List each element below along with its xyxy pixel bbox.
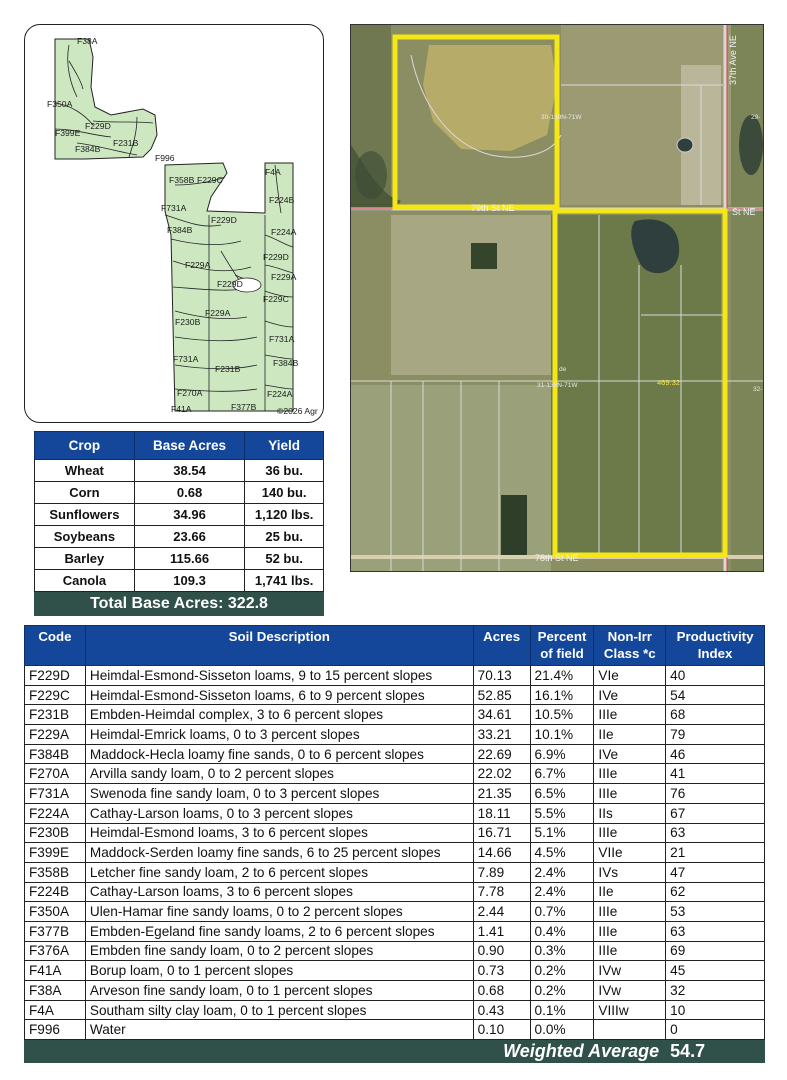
soil-map-label: F229C [197, 175, 223, 185]
class-cell: VIIIw [594, 1000, 666, 1020]
description-cell: Cathay-Larson loams, 0 to 3 percent slopes [85, 803, 473, 823]
percent-cell: 5.1% [530, 823, 594, 843]
aerial-road-mid: St NE [732, 207, 756, 217]
class-cell: IIIe [594, 921, 666, 941]
percent-cell: 0.1% [530, 1000, 594, 1020]
acres-cell: 18.11 [473, 803, 530, 823]
crop-cell: Barley [35, 548, 135, 570]
code-cell: F270A [25, 764, 86, 784]
soil-table-header [25, 626, 765, 666]
productivity-cell: 62 [666, 882, 765, 902]
soil-map-label: F231B [215, 364, 241, 374]
acres-cell: 7.89 [473, 862, 530, 882]
acres-cell: 14.66 [473, 843, 530, 863]
description-cell: Southam silty clay loam, 0 to 1 percent slopes [85, 1000, 473, 1020]
aerial-section-right-bottom: 32- [753, 386, 763, 393]
code-cell: F229A [25, 725, 86, 745]
weighted-average-label: Weighted Average [25, 1040, 666, 1063]
soil-map-label: F270A [177, 388, 203, 398]
description-header: Soil Description [85, 626, 473, 666]
soil-map-label: F224A [267, 389, 293, 399]
soil-map-label: F731A [269, 334, 295, 344]
table-row [25, 725, 765, 745]
soil-map-label: F41A [171, 404, 192, 414]
description-cell: Arveson fine sandy loam, 0 to 1 percent slopes [85, 981, 473, 1001]
soil-map-label: F229A [271, 272, 297, 282]
code-cell: F377B [25, 921, 86, 941]
acres-cell: 0.10 [473, 1020, 530, 1040]
soil-map-label: F377B [231, 402, 257, 412]
table-row [25, 882, 765, 902]
soil-map-label: F350A [47, 99, 73, 109]
base-acres-cell: 109.3 [134, 570, 245, 592]
productivity-cell: 76 [666, 784, 765, 804]
yield-cell: 140 bu. [245, 482, 324, 504]
acres-cell: 0.90 [473, 941, 530, 961]
acres-cell: 33.21 [473, 725, 530, 745]
productivity-cell: 47 [666, 862, 765, 882]
crop-base-acres-table [34, 431, 324, 616]
acres-cell: 7.78 [473, 882, 530, 902]
soil-map-label: F230B [175, 317, 201, 327]
base-acres-cell: 115.66 [134, 548, 245, 570]
table-row [25, 902, 765, 922]
code-header: Code [25, 626, 86, 666]
base-acres-cell: 23.66 [134, 526, 245, 548]
aerial-map [350, 24, 764, 572]
crop-cell: Corn [35, 482, 135, 504]
table-row [25, 981, 765, 1001]
code-cell: F224B [25, 882, 86, 902]
soil-map-label: F384B [273, 358, 299, 368]
code-cell: F229D [25, 666, 86, 686]
aerial-section-top: 30-139N-71W [541, 114, 582, 121]
class-cell: IIIe [594, 784, 666, 804]
table-row [25, 1000, 765, 1020]
productivity-cell: 68 [666, 705, 765, 725]
description-cell: Heimdal-Esmond-Sisseton loams, 9 to 15 percent slopes [85, 666, 473, 686]
table-row [35, 526, 324, 548]
code-cell: F399E [25, 843, 86, 863]
description-cell: Embden-Egeland fine sandy loams, 2 to 6 percent slopes [85, 921, 473, 941]
productivity-cell: 10 [666, 1000, 765, 1020]
class-cell: IVe [594, 685, 666, 705]
code-cell: F358B [25, 862, 86, 882]
description-cell: Ulen-Hamar fine sandy loams, 0 to 2 percent slopes [85, 902, 473, 922]
productivity-cell: 21 [666, 843, 765, 863]
acres-cell: 1.41 [473, 921, 530, 941]
soil-map-label: F231B [113, 138, 139, 148]
crop-table-header [35, 432, 324, 460]
crop-cell: Soybeans [35, 526, 135, 548]
acres-cell: 2.44 [473, 902, 530, 922]
acres-cell: 0.43 [473, 1000, 530, 1020]
class-cell: IVw [594, 981, 666, 1001]
description-cell: Cathay-Larson loams, 3 to 6 percent slopes [85, 882, 473, 902]
percent-cell: 0.3% [530, 941, 594, 961]
percent-cell: 10.5% [530, 705, 594, 725]
code-cell: F350A [25, 902, 86, 922]
table-row [25, 803, 765, 823]
soil-map-label: F229D [217, 279, 243, 289]
code-cell: F224A [25, 803, 86, 823]
base-acres-header: Base Acres [134, 432, 245, 460]
percent-cell: 10.1% [530, 725, 594, 745]
percent-cell: 0.2% [530, 981, 594, 1001]
base-acres-cell: 34.96 [134, 504, 245, 526]
acres-cell: 22.69 [473, 744, 530, 764]
percent-cell: 0.4% [530, 921, 594, 941]
description-cell: Swenoda fine sandy loam, 0 to 3 percent slopes [85, 784, 473, 804]
soil-map-label: F224B [269, 195, 295, 205]
description-cell: Water [85, 1020, 473, 1040]
soil-map-label: F384B [75, 144, 101, 154]
class-cell: IIIe [594, 705, 666, 725]
soil-map-label: F731A [173, 354, 199, 364]
total-row [35, 592, 324, 616]
percent-cell: 21.4% [530, 666, 594, 686]
productivity-cell: 69 [666, 941, 765, 961]
table-row [25, 764, 765, 784]
weighted-average-value: 54.7 [666, 1040, 765, 1063]
description-cell: Maddock-Hecla loamy fine sands, 0 to 6 percent slopes [85, 744, 473, 764]
percent-cell: 6.9% [530, 744, 594, 764]
acres-cell: 21.35 [473, 784, 530, 804]
description-cell: Heimdal-Esmond loams, 3 to 6 percent slopes [85, 823, 473, 843]
soil-map-label: F4A [265, 167, 281, 177]
productivity-cell: 45 [666, 961, 765, 981]
description-cell: Maddock-Serden loamy fine sands, 6 to 25 percent slopes [85, 843, 473, 863]
code-cell: F4A [25, 1000, 86, 1020]
description-cell: Heimdal-Emrick loams, 0 to 3 percent slopes [85, 725, 473, 745]
soil-map-drawing [25, 25, 324, 423]
acres-cell: 16.71 [473, 823, 530, 843]
percent-cell: 5.5% [530, 803, 594, 823]
soil-map-label: F224A [271, 227, 297, 237]
percent-cell: 4.5% [530, 843, 594, 863]
code-cell: F996 [25, 1020, 86, 1040]
class-cell: IIe [594, 882, 666, 902]
percent-cell: 2.4% [530, 862, 594, 882]
productivity-cell: 54 [666, 685, 765, 705]
crop-header: Crop [35, 432, 135, 460]
weighted-average-row [25, 1040, 765, 1063]
productivity-cell: 63 [666, 823, 765, 843]
code-cell: F231B [25, 705, 86, 725]
table-row [35, 570, 324, 592]
crop-cell: Wheat [35, 460, 135, 482]
acres-cell: 0.68 [473, 981, 530, 1001]
soil-map-label: F229C [263, 294, 289, 304]
class-cell: VIe [594, 666, 666, 686]
table-row [25, 843, 765, 863]
code-cell: F376A [25, 941, 86, 961]
class-cell: IVs [594, 862, 666, 882]
description-cell: Embden fine sandy loam, 0 to 2 percent slopes [85, 941, 473, 961]
yield-cell: 52 bu. [245, 548, 324, 570]
table-row [25, 705, 765, 725]
aerial-road-left: 79th St NE [471, 203, 515, 213]
aerial-acres: 469.32 [657, 378, 680, 387]
soil-map-label: F996 [155, 153, 175, 163]
code-cell: F384B [25, 744, 86, 764]
class-cell: IIIe [594, 941, 666, 961]
table-row [25, 921, 765, 941]
class-cell: VIIe [594, 843, 666, 863]
description-cell: Letcher fine sandy loam, 2 to 6 percent slopes [85, 862, 473, 882]
table-row [25, 941, 765, 961]
soil-map-label: F229D [211, 215, 237, 225]
aerial-map-drawing [351, 25, 764, 572]
acres-cell: 70.13 [473, 666, 530, 686]
yield-cell: 1,120 lbs. [245, 504, 324, 526]
class-cell: IIIe [594, 764, 666, 784]
soil-map-label: F38A [77, 36, 98, 46]
yield-cell: 25 bu. [245, 526, 324, 548]
productivity-cell: 41 [666, 764, 765, 784]
productivity-cell: 32 [666, 981, 765, 1001]
description-cell: Heimdal-Esmond-Sisseton loams, 6 to 9 percent slopes [85, 685, 473, 705]
percent-cell: 0.7% [530, 902, 594, 922]
code-cell: F731A [25, 784, 86, 804]
acres-cell: 52.85 [473, 685, 530, 705]
yield-cell: 1,741 lbs. [245, 570, 324, 592]
percent-cell: 16.1% [530, 685, 594, 705]
class-cell: IIs [594, 803, 666, 823]
class-cell [594, 1020, 666, 1040]
percent-cell: 2.4% [530, 882, 594, 902]
description-cell: Arvilla sandy loam, 0 to 2 percent slopes [85, 764, 473, 784]
productivity-cell: 40 [666, 666, 765, 686]
acres-cell: 34.61 [473, 705, 530, 725]
table-row [25, 666, 765, 686]
code-cell: F38A [25, 981, 86, 1001]
description-cell: Embden-Heimdal complex, 3 to 6 percent slopes [85, 705, 473, 725]
acres-cell: 0.73 [473, 961, 530, 981]
productivity-cell: 63 [666, 921, 765, 941]
table-row [25, 961, 765, 981]
soil-map-label: F229A [205, 308, 231, 318]
aerial-road-top: 37th Ave NE [728, 35, 738, 85]
soil-map [24, 24, 324, 423]
class-cell: IVw [594, 961, 666, 981]
soil-map-copyright: ©2026 Agr [277, 406, 318, 416]
soil-map-label: F399E [55, 128, 81, 138]
productivity-cell: 0 [666, 1020, 765, 1040]
productivity-cell: 67 [666, 803, 765, 823]
class-header: Non-Irr Class *c [594, 626, 666, 666]
productivity-cell: 46 [666, 744, 765, 764]
table-row [25, 685, 765, 705]
table-row [35, 548, 324, 570]
table-row [25, 744, 765, 764]
code-cell: F230B [25, 823, 86, 843]
percent-cell: 0.2% [530, 961, 594, 981]
aerial-road-bottom: 78th St NE [535, 553, 579, 563]
table-row [35, 460, 324, 482]
code-cell: F229C [25, 685, 86, 705]
class-cell: IIIe [594, 902, 666, 922]
table-row [25, 784, 765, 804]
yield-header: Yield [245, 432, 324, 460]
crop-cell: Sunflowers [35, 504, 135, 526]
percent-header: Percent of field [530, 626, 594, 666]
soil-map-label: F384B [167, 225, 193, 235]
yield-cell: 36 bu. [245, 460, 324, 482]
class-cell: IIIe [594, 823, 666, 843]
soil-table [24, 625, 765, 1063]
productivity-header: Productivity Index [666, 626, 765, 666]
table-row [35, 504, 324, 526]
table-row [25, 1020, 765, 1040]
soil-map-label: F229D [85, 121, 111, 131]
code-cell: F41A [25, 961, 86, 981]
base-acres-cell: 38.54 [134, 460, 245, 482]
productivity-cell: 79 [666, 725, 765, 745]
percent-cell: 0.0% [530, 1020, 594, 1040]
soil-map-label: F229D [263, 252, 289, 262]
table-row [35, 482, 324, 504]
percent-cell: 6.5% [530, 784, 594, 804]
acres-cell: 22.02 [473, 764, 530, 784]
aerial-section-right-top: 29- [751, 114, 761, 121]
class-cell: IVe [594, 744, 666, 764]
table-row [25, 823, 765, 843]
aerial-section-bottom: 31-139N-71W [537, 382, 578, 389]
acres-header: Acres [473, 626, 530, 666]
total-base-acres: Total Base Acres: 322.8 [35, 592, 324, 616]
productivity-cell: 53 [666, 902, 765, 922]
class-cell: IIe [594, 725, 666, 745]
base-acres-cell: 0.68 [134, 482, 245, 504]
crop-cell: Canola [35, 570, 135, 592]
table-row [25, 862, 765, 882]
soil-map-label: F731A [161, 203, 187, 213]
soil-map-label: F229A [185, 260, 211, 270]
aerial-small-label: de [559, 366, 567, 373]
description-cell: Borup loam, 0 to 1 percent slopes [85, 961, 473, 981]
soil-map-label: F358B [169, 175, 195, 185]
percent-cell: 6.7% [530, 764, 594, 784]
